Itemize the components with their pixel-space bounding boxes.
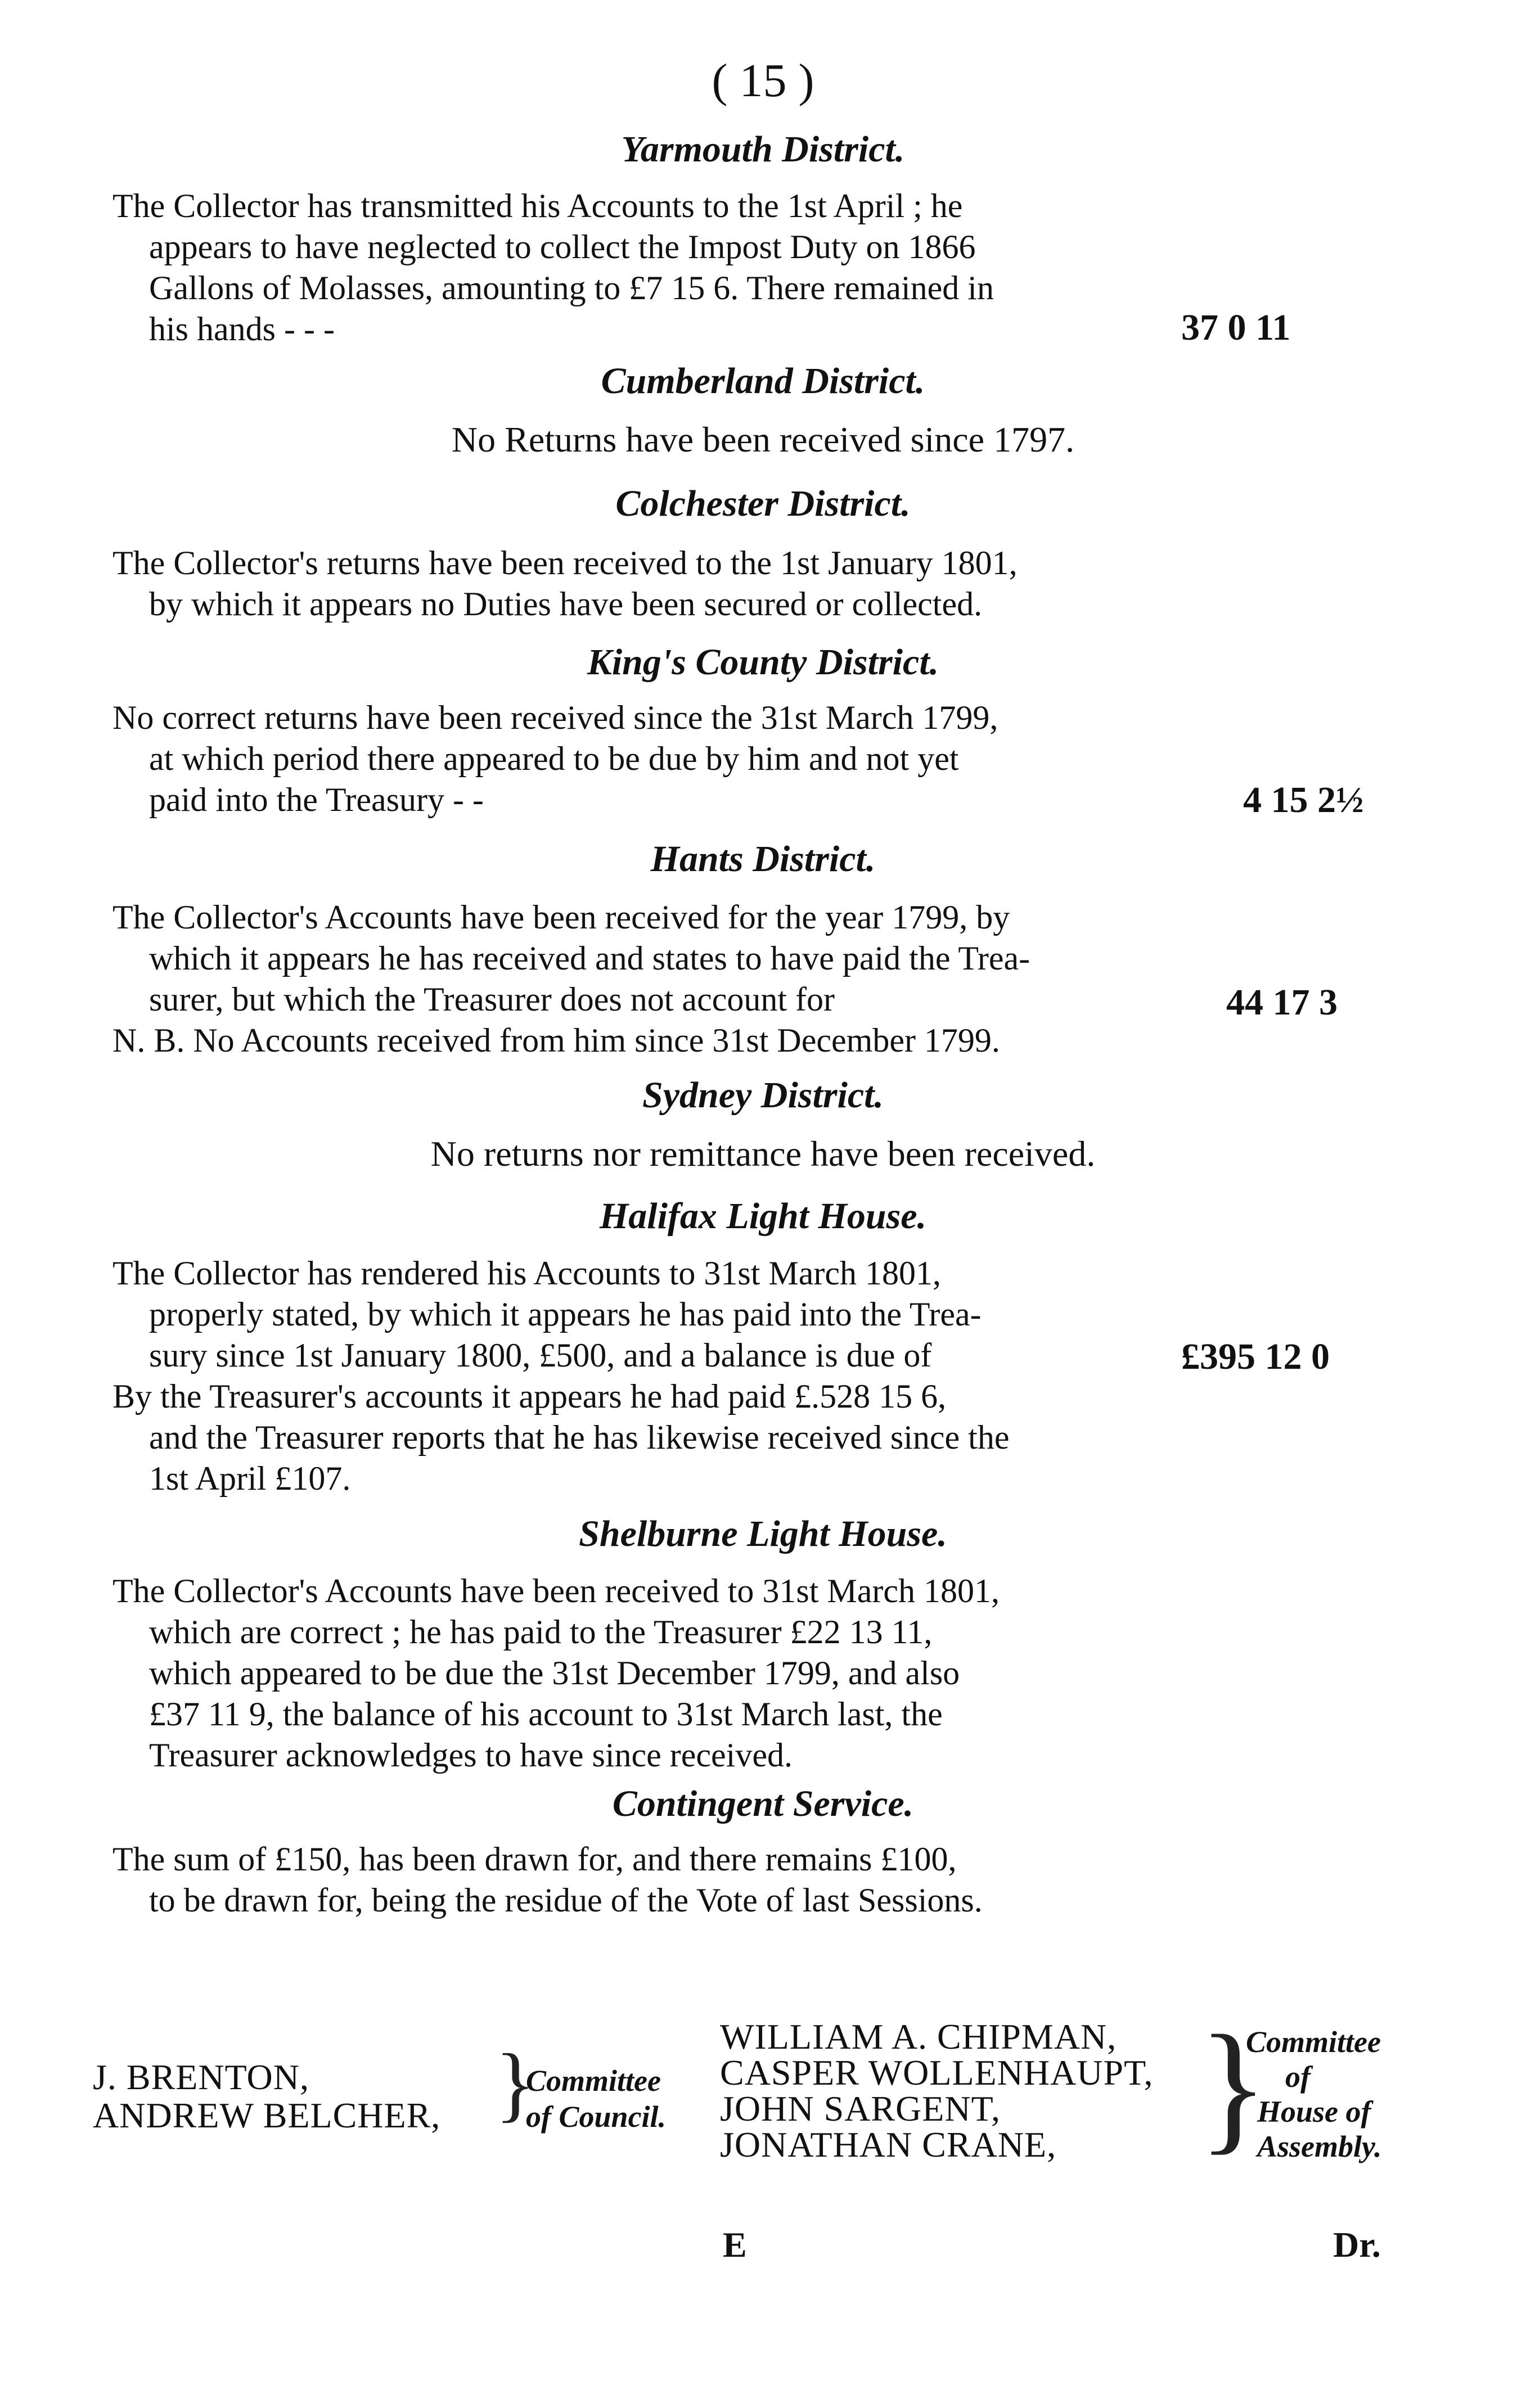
body-line: at which period there appeared to be due by him and not yet [149, 740, 959, 777]
body-line: N. B. No Accounts received from him since 31st December 1799. [112, 1022, 1000, 1059]
council-brace: } [495, 2037, 535, 2130]
body-line: The Collector has transmitted his Accounts to the 1st April ; he [112, 187, 963, 224]
body-line: to be drawn for, being the residue of the Vote of last Sessions. [149, 1882, 983, 1919]
assembly-signatures [720, 2019, 1153, 2163]
page-number: ( 15 ) [712, 55, 814, 107]
section-heading-shelburne-light-house: Shelburne Light House. [579, 1513, 947, 1554]
section-body-contingent-service [112, 1839, 1142, 1921]
body-line: sury since 1st January 1800, £500, and a balance is due of [149, 1337, 932, 1374]
section-body-shelburne-light-house [112, 1571, 1142, 1776]
body-line: appears to have neglected to collect the Impost Duty on 1866 [149, 228, 976, 265]
body-line: by which it appears no Duties have been secured or collected. [149, 585, 983, 623]
section-heading-yarmouth: Yarmouth District. [621, 129, 905, 170]
body-line: which appeared to be due the 31st December 1799, and also [149, 1654, 960, 1692]
section-body-kings-county [112, 697, 1142, 820]
body-line: The Collector's Accounts have been received to 31st March 1801, [112, 1572, 1000, 1609]
committee-label-line: of [1285, 2060, 1311, 2094]
section-heading-cumberland: Cumberland District. [601, 360, 925, 402]
signature-mark: E [723, 2225, 747, 2265]
council-signatures [93, 2058, 440, 2135]
section-heading-sydney: Sydney District. [642, 1075, 884, 1116]
amount-yarmouth: 37 0 11 [1181, 307, 1291, 348]
body-line: The sum of £150, has been drawn for, and there remains £100, [112, 1841, 957, 1878]
amount-kings-county: 4 15 2½ [1243, 779, 1364, 820]
section-heading-contingent-service: Contingent Service. [612, 1783, 914, 1824]
committee-label-line: Committee [526, 2064, 661, 2098]
body-line: which it appears he has received and states to have paid the Trea- [149, 940, 1030, 977]
council-committee-label [526, 2063, 666, 2135]
body-line: surer, but which the Treasurer does not account for [149, 981, 835, 1018]
section-body-halifax-light-house [112, 1253, 1142, 1499]
body-line: 1st April £107. [149, 1460, 351, 1497]
body-line: £37 11 9, the balance of his account to 31st March last, the [149, 1695, 943, 1733]
committee-label-line: Committee [1246, 2025, 1381, 2059]
signature-name: WILLIAM A. CHIPMAN, [720, 2017, 1117, 2057]
section-heading-kings-county: King's County District. [587, 642, 939, 683]
body-line: and the Treasurer reports that he has likewise received since the [149, 1419, 1010, 1456]
signature-name: JOHN SARGENT, [720, 2089, 1001, 2129]
body-line: properly stated, by which it appears he has paid into the Trea- [149, 1296, 982, 1333]
section-body-cumberland: No Returns have been received since 1797. [451, 420, 1075, 459]
body-line: paid into the Treasury - - [149, 781, 484, 818]
body-line: The Collector's returns have been received to the 1st January 1801, [112, 544, 1018, 581]
committee-label-line: of Council. [526, 2100, 667, 2134]
signature-name: JONATHAN CRANE, [720, 2125, 1057, 2165]
section-heading-halifax-light-house: Halifax Light House. [599, 1196, 927, 1237]
body-line: Gallons of Molasses, amounting to £7 15 6. There remained in [149, 269, 994, 306]
signature-name: J. BRENTON, [93, 2057, 309, 2097]
section-heading-hants: Hants District. [650, 838, 876, 880]
signature-name: CASPER WOLLENHAUPT, [720, 2053, 1154, 2093]
amount-hants: 44 17 3 [1226, 982, 1338, 1023]
body-line: Treasurer acknowledges to have since received. [149, 1737, 793, 1774]
body-line: The Collector's Accounts have been received for the year 1799, by [112, 899, 1010, 936]
committee-label-line: Assembly. [1257, 2130, 1382, 2163]
body-line: which are correct ; he has paid to the Treasurer £22 13 11, [149, 1613, 933, 1651]
assembly-brace: } [1198, 2005, 1268, 2167]
signature-name: ANDREW BELCHER, [93, 2095, 441, 2135]
body-line: his hands - - - [149, 310, 335, 348]
body-line: By the Treasurer's accounts it appears he had paid £.528 15 6, [112, 1378, 947, 1415]
assembly-committee-label [1246, 2024, 1381, 2164]
body-line: No correct returns have been received since the 31st March 1799, [112, 699, 998, 736]
section-body-yarmouth [112, 186, 1142, 350]
catchword: Dr. [1333, 2225, 1381, 2265]
section-heading-colchester: Colchester District. [615, 483, 911, 524]
body-line: The Collector has rendered his Accounts to 31st March 1801, [112, 1255, 941, 1292]
amount-halifax-light-house: £395 12 0 [1181, 1336, 1330, 1377]
committee-label-line: House of [1257, 2095, 1371, 2129]
section-body-colchester [112, 543, 1142, 625]
section-body-hants [112, 897, 1142, 1061]
section-body-sydney: No returns nor remittance have been received. [430, 1134, 1096, 1174]
